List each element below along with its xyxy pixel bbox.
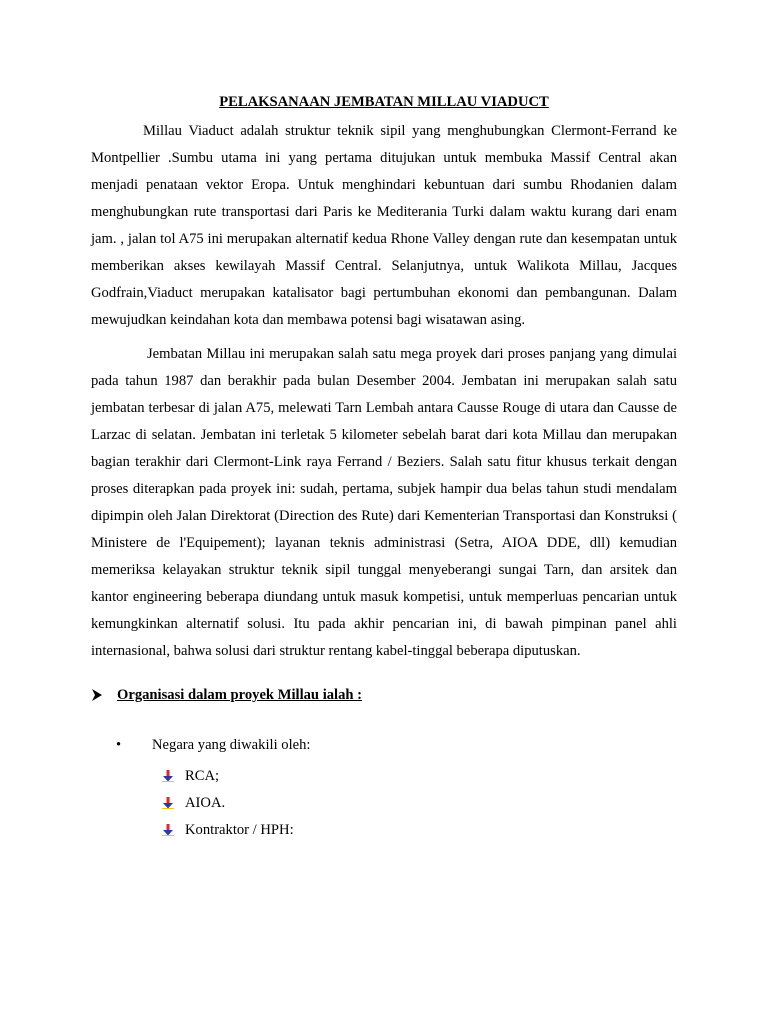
paragraph-2: Jembatan Millau ini merupakan salah satu mega proyek dari proses panjang yang dimulai pada tahun 1987 dan berakhir pada bulan Desember 2004. Jembatan ini merupakan salah satu jembatan terbesar di jalan A75, melewati Tarn Lembah antara Causse Rouge di utara dan Causse de Larzac di selatan. Jembatan ini terletak 5 kilometer sebelah barat dari kota Millau dan merupakan bagian terakhir dari Clermont-Link raya Ferrand / Beziers. Salah satu fitur khusus terkait dengan proses diterapkan pada proyek ini: sudah, pertama, subjek hampir dua belas tahun studi mendalam dipimpin oleh Jalan Direktorat (Direction des Rute) dari Kementerian Transportasi dan Konstruksi ( Ministere de l'Equipement); layanan teknis administrasi (Setra, AIOA DDE, dll) kemudian memeriksa kelayakan struktur teknik sipil tunggal menyeberangi sungai Tarn, dan arsitek dan kantor engineering beberapa diundang untuk masuk kompetisi, untuk memperluas pencarian untuk kemungkinkan alternatif solusi. Itu pada akhir pencarian ini, di bawah pimpinan panel ahli internasional, bahwa solusi dari struktur rentang kabel-tinggal beberapa diputuskan.	[91, 346, 677, 659]
section-heading-row	[91, 683, 677, 707]
sub-list-item	[162, 762, 677, 789]
sub-item-text: RCA;	[185, 767, 220, 784]
sub-list-item	[162, 789, 677, 816]
down-arrow-bullet-icon	[162, 824, 185, 836]
section-heading: Organisasi dalam proyek Millau ialah :	[117, 687, 363, 703]
sub-list-item	[162, 816, 677, 843]
arrowhead-bullet-icon	[91, 689, 117, 701]
document-title: PELAKSANAAN JEMBATAN MILLAU VIADUCT	[219, 94, 549, 110]
sub-item-text: Kontraktor / HPH:	[185, 821, 294, 838]
sub-item-text: AIOA.	[185, 794, 226, 811]
document-page	[91, 92, 677, 843]
bullet-symbol: •	[116, 737, 122, 753]
bullet-item	[116, 735, 677, 755]
paragraph-1: Millau Viaduct adalah struktur teknik sipil yang menghubungkan Clermont-Ferrand ke Montpellier .Sumbu utama ini yang pertama ditujukan untuk membuka Massif Central akan menjadi penataan vektor Eropa. Untuk menghindari kebuntuan dari sumbu Rhodanien dalam menghubungkan rute transportasi dari Paris ke Mediterania Turki dalam waktu kurang dari enam jam. , jalan tol A75 ini merupakan alternatif kedua Rhone Valley dengan rute dan kesempatan untuk memberikan akses kewilayah Massif Central. Selanjutnya, untuk Walikota Millau, Jacques Godfrain,Viaduct merupakan katalisator bagi pertumbuhan ekonomi dan pembangunan. Dalam mewujudkan keindahan kota dan membawa potensi bagi wisatawan asing.	[91, 123, 677, 328]
bullet-text: Negara yang diwakili oleh:	[152, 737, 311, 753]
down-arrow-bullet-icon	[162, 770, 185, 782]
down-arrow-bullet-icon	[162, 797, 185, 809]
sub-list	[162, 762, 677, 843]
